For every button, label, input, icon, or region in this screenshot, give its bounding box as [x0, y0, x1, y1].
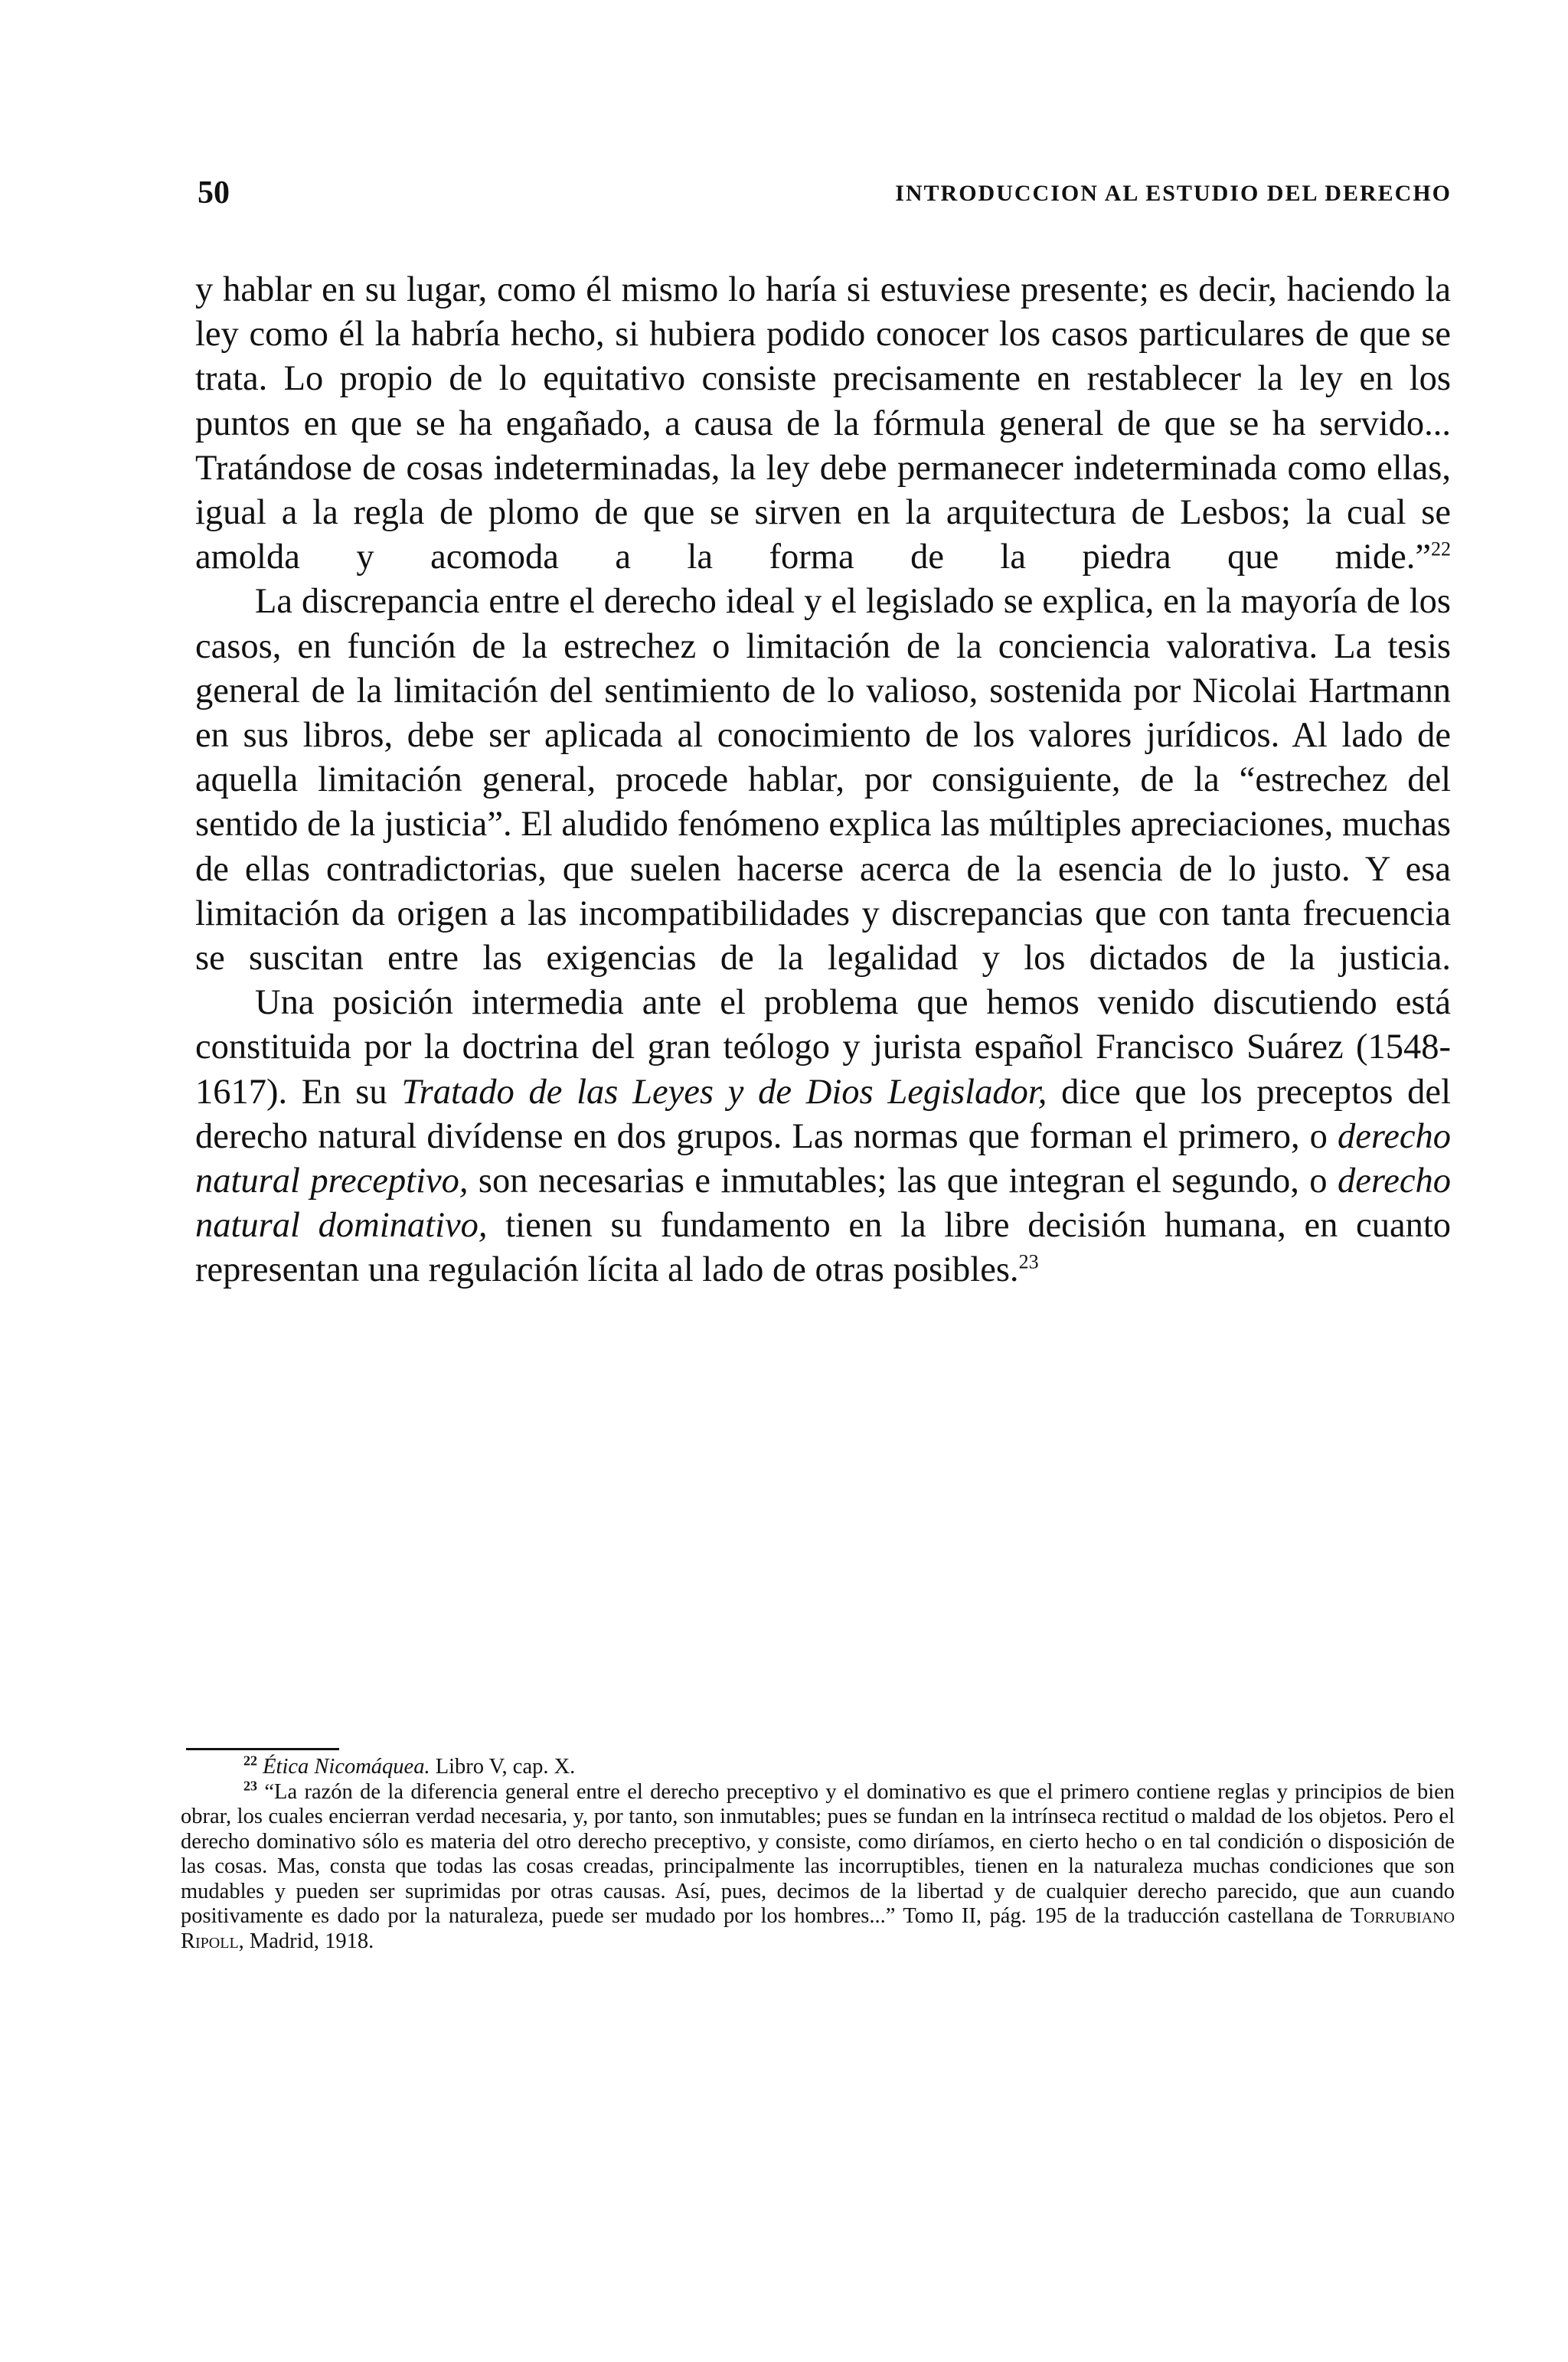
paragraph-3	[195, 981, 1451, 1292]
paragraph-3-text-a: Una posición intermedia ante el problema que hemos venido discutiendo está constituida por la doctrina del gran teólogo y jurista español Francisco Suárez (1548-1617). En su	[195, 983, 1451, 1112]
note-ref-23: 23	[1018, 1250, 1039, 1273]
page-header	[198, 175, 1452, 221]
paragraph-1-text: y hablar en su lugar, como él mismo lo haría si estuviese presente; es decir, haciendo la ley como él la habría hecho, si hubiera podido conocer los casos particulares de que se trata. Lo propio de lo equitativo consiste precisamente en restablecer la ley en los puntos en que se ha engañado, a causa de la fórmula general de que se ha servido... Tratándose de cosas indeterminadas, la ley debe permanecer indeterminada como ellas, igual a la regla de plomo de que se sirven en la arquitectura de Lesbos; la cual se amolda y acomoda a la forma de la piedra que mide.”	[195, 270, 1451, 577]
footnote-22-title: Ética Nicomáquea.	[263, 1755, 430, 1779]
body-text	[195, 268, 1451, 1293]
footnote-22-number: 22	[243, 1753, 257, 1769]
paragraph-3-text-c: son necesarias e inmutables; las que integran el segundo, o	[468, 1161, 1338, 1201]
paragraph-1	[195, 268, 1451, 580]
treatise-title: Tratado de las Leyes y de Dios Legislador,	[401, 1072, 1047, 1112]
note-ref-22: 22	[1431, 537, 1451, 560]
footnote-23-text-a: “La razón de la diferencia general entre el derecho preceptivo y el dominativo es que el primero contiene reglas y principios de bien obrar, los cuales encierran verdad necesaria, y, por tanto, son inmutables; pues se fundan en la intrínseca rectitud o maldad de los objetos. Pero el derecho dominativo sólo es materia del otro derecho preceptivo, y consiste, como diríamos, en cierto hecho o en tal condición o disposición de las cosas. Mas, consta que todas las cosas creadas, principalmente las incorruptibles, tienen en la naturaleza muchas condiciones que son mudables y pueden ser suprimidas por otras causas. Así, pues, decimos de la libertad y de cualquier derecho parecido, que aun cuando positivamente es dado por la naturaleza, puede ser mudado por los hombres...” Tomo II, pág. 195 de la traducción castellana de	[181, 1779, 1455, 1928]
footnote-23-text-b: , Madrid, 1918.	[238, 1929, 374, 1953]
footnote-23	[181, 1780, 1455, 1955]
footnotes	[181, 1755, 1455, 1954]
paragraph-3-text-d: tienen su fundamento en la libre decisión humana, en cuanto representan una regulación lícita al lado de otras posibles.	[195, 1206, 1452, 1290]
footnote-23-number: 23	[243, 1778, 257, 1793]
running-title: INTRODUCCION AL ESTUDIO DEL DERECHO	[895, 181, 1452, 206]
term-dominative: derecho natural dominativo,	[195, 1161, 1451, 1246]
footnote-22	[181, 1755, 1455, 1780]
paragraph-3-text-b: dice que los preceptos del derecho natural divídense en dos grupos. Las normas que forman el primero, o	[195, 1072, 1451, 1156]
footnote-divider	[186, 1748, 339, 1750]
paragraph-2: La discrepancia entre el derecho ideal y el legislado se explica, en la mayoría de los casos, en función de la estrechez o limitación de la conciencia valorativa. La tesis general de la limitación del sentimiento de lo valioso, sostenida por Nicolai Hartmann en sus libros, debe ser aplicada al conocimiento de los valores jurídicos. Al lado de aquella limitación general, procede hablar, por consiguiente, de la “estrechez del sentido de la justicia”. El aludido fenómeno explica las múltiples apreciaciones, muchas de ellas contradictorias, que suelen hacerse acerca de la esencia de lo justo. Y esa limitación da origen a las incompatibilidades y discrepancias que con tanta frecuencia se suscitan entre las exigencias de la legalidad y los dictados de la justicia.	[195, 582, 1451, 978]
footnote-23-author: Torrubiano Ripoll	[181, 1904, 1455, 1953]
page-number: 50	[198, 175, 230, 211]
term-preceptive: derecho natural preceptivo,	[195, 1116, 1451, 1201]
footnote-22-text: Libro V, cap. X.	[430, 1755, 576, 1779]
